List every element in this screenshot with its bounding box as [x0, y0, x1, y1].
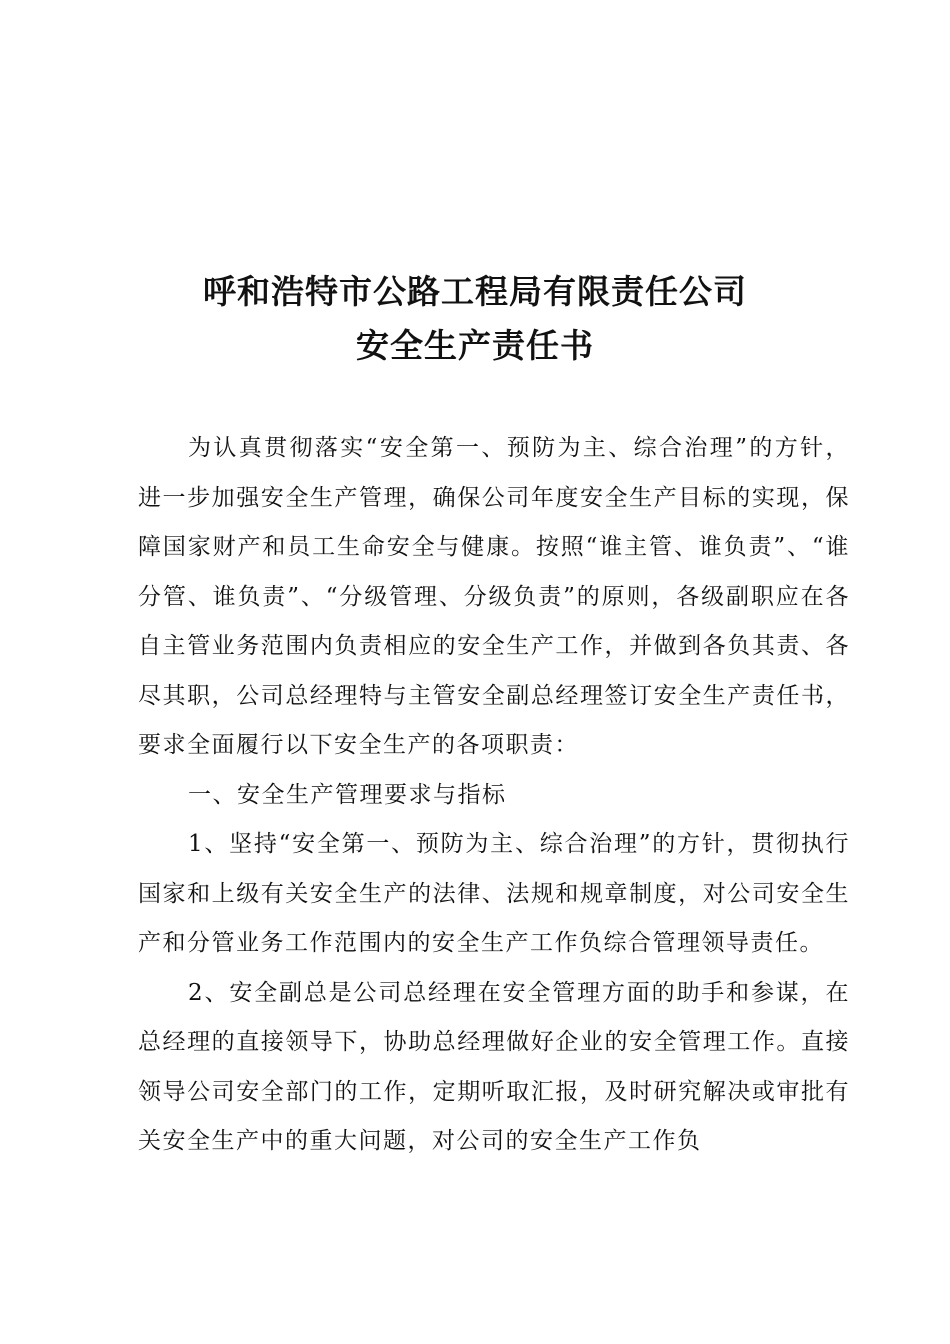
document-title-company: 呼和浩特市公路工程局有限责任公司	[203, 272, 747, 311]
paragraph-item-1: 1、坚持“安全第一、预防为主、综合治理”的方针，贯彻执行国家和上级有关安全生产的法律、法规和规章制度，对公司安全生产和分管业务工作范围内的安全生产工作负综合管理领导责任。	[138, 831, 850, 956]
paragraph-intro: 为认真贯彻落实“安全第一、预防为主、综合治理”的方针，进一步加强安全生产管理，确保公司年度安全生产目标的实现，保障国家财产和员工生命安全与健康。按照“谁主管、谁负责”、“谁分管、谁负责”、“分级管理、分级负责”的原则，各级副职应在各自主管业务范围内负责相应的安全生产工作，并做到各负其责、各尽其职，公司总经理特与主管安全副总经理签订安全生产责任书，要求全面履行以下安全生产的各项职责：	[138, 435, 850, 758]
section-heading-1: 一、安全生产管理要求与指标	[188, 781, 507, 808]
document-body	[138, 424, 850, 1167]
document-title-subject: 安全生产责任书	[356, 326, 594, 365]
paragraph-item-2: 2、安全副总是公司总经理在安全管理方面的助手和参谋，在总经理的直接领导下，协助总经理做好企业的安全管理工作。直接领导公司安全部门的工作，定期听取汇报，及时研究解决或审批有关安全生产中的重大问题，对公司的安全生产工作负	[138, 979, 850, 1154]
